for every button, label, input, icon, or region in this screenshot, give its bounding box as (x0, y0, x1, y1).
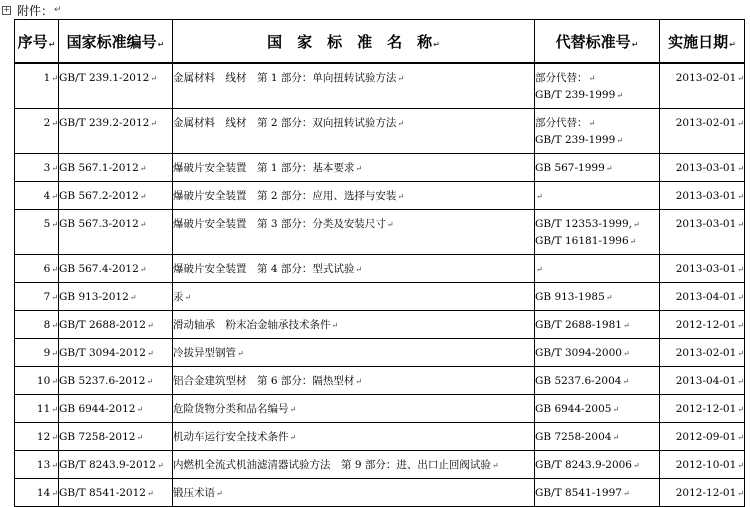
paragraph-mark-icon: ↵ (139, 220, 147, 229)
cell-date[interactable]: 2013-03-01↵ (660, 154, 745, 182)
paragraph-mark-icon: ↵ (51, 293, 58, 302)
paragraph-mark-icon: ↵ (737, 192, 744, 201)
paragraph-mark-icon: ↵ (737, 119, 744, 128)
cell-no[interactable]: 12↵ (15, 423, 59, 451)
table-row (15, 423, 745, 451)
cell-no[interactable]: 8↵ (15, 311, 59, 339)
paragraph-mark-icon: ↵ (139, 192, 147, 201)
paragraph-mark-icon: ↵ (139, 164, 147, 173)
cell-name[interactable]: 爆破片安全装置 第 4 部分：型式试验↵ (173, 255, 535, 283)
cell-code[interactable]: GB/T 8243.9-2012↵ (59, 451, 173, 479)
cell-replaced[interactable]: GB/T 3094-2000↵ (535, 339, 660, 367)
cell-date[interactable]: 2012-12-01↵ (660, 311, 745, 339)
table-move-handle-icon[interactable]: + (3, 5, 10, 14)
paragraph-mark-icon: ↵ (150, 119, 158, 128)
cell-replaced[interactable]: GB 7258-2004↵ (535, 423, 660, 451)
cell-no[interactable]: 6↵ (15, 255, 59, 283)
cell-name[interactable]: 汞↵ (173, 283, 535, 311)
paragraph-mark-icon: ↵ (146, 489, 154, 498)
paragraph-mark-icon: ↵ (616, 91, 623, 100)
table-row (15, 311, 745, 339)
header-no: 序号↵ (15, 20, 59, 64)
cell-name[interactable]: 滑动轴承 粉末冶金轴承技术条件↵ (173, 311, 535, 339)
paragraph-mark-icon: ↵ (355, 164, 363, 173)
cell-code[interactable]: GB/T 8541-2012↵ (59, 479, 173, 507)
paragraph-mark-icon: ↵ (397, 192, 405, 201)
paragraph-mark-icon: ↵ (237, 349, 244, 358)
cell-name[interactable]: 爆破片安全装置 第 1 部分：基本要求↵ (173, 154, 535, 182)
paragraph-mark-icon: ↵ (355, 265, 363, 274)
paragraph-mark-icon: ↵ (289, 433, 297, 442)
paragraph-mark-icon: ↵ (51, 461, 58, 470)
cell-no[interactable]: 9↵ (15, 339, 59, 367)
cell-no[interactable]: 11↵ (15, 395, 59, 423)
cell-replaced[interactable]: GB/T 8541-1997↵ (535, 479, 660, 507)
table-row (15, 339, 745, 367)
cell-date[interactable]: 2013-04-01↵ (660, 367, 745, 395)
cell-code[interactable]: GB/T 3094-2012↵ (59, 339, 173, 367)
table-header-row (15, 20, 745, 64)
cell-code[interactable]: GB/T 239.1-2012↵ (59, 63, 173, 109)
paragraph-mark-icon: ↵ (737, 265, 744, 274)
paragraph-mark-icon: ↵ (633, 220, 640, 229)
cell-code[interactable]: GB 6944-2012↵ (59, 395, 173, 423)
table-row (15, 283, 745, 311)
paragraph-mark-icon: ↵ (536, 265, 543, 274)
paragraph-mark-icon: ↵ (289, 405, 297, 414)
cell-replaced[interactable]: GB/T 12353-1999,↵ GB/T 16181-1996↵ (535, 210, 660, 255)
cell-name[interactable]: 冷拔异型钢管↵ (173, 339, 535, 367)
cell-replaced[interactable]: GB 5237.6-2004↵ (535, 367, 660, 395)
cell-name[interactable]: 金属材料 线材 第 2 部分：双向扭转试验方法↵ (173, 109, 535, 154)
paragraph-mark-icon: ↵ (51, 377, 58, 386)
paragraph-mark-icon: ↵ (737, 349, 744, 358)
table-row (15, 63, 745, 109)
paragraph-mark-icon: ↵ (737, 293, 744, 302)
paragraph-mark-icon: ↵ (146, 377, 154, 386)
document-header (2, 1, 62, 19)
paragraph-mark-icon: ↵ (51, 74, 58, 83)
cell-name[interactable]: 机动车运行安全技术条件↵ (173, 423, 535, 451)
paragraph-mark-icon: ↵ (386, 220, 394, 229)
cell-date[interactable]: 2013-03-01↵ (660, 210, 745, 255)
paragraph-mark-icon: ↵ (737, 489, 744, 498)
paragraph-mark-icon: ↵ (129, 293, 137, 302)
table-row (15, 182, 745, 210)
cell-name[interactable]: 铝合金建筑型材 第 6 部分：隔热型材↵ (173, 367, 535, 395)
header-replaced: 代替标准号↵ (535, 20, 660, 64)
paragraph-mark-icon: ↵ (588, 119, 596, 128)
table-row (15, 154, 745, 182)
cell-date[interactable]: 2012-12-01↵ (660, 395, 745, 423)
paragraph-mark-icon: ↵ (51, 164, 58, 173)
paragraph-mark-icon: ↵ (491, 461, 499, 470)
cell-code[interactable]: GB 567.1-2012↵ (59, 154, 173, 182)
paragraph-mark-icon: ↵ (397, 119, 405, 128)
paragraph-mark-icon: ↵ (588, 74, 596, 83)
table-row (15, 210, 745, 255)
cell-replaced[interactable]: GB 567-1999↵ (535, 154, 660, 182)
cell-code[interactable]: GB 567.3-2012↵ (59, 210, 173, 255)
paragraph-mark-icon: ↵ (51, 433, 58, 442)
paragraph-mark-icon: ↵ (737, 433, 744, 442)
paragraph-mark-icon: ↵ (633, 461, 640, 470)
cell-date[interactable]: 2013-02-01↵ (660, 339, 745, 367)
cell-code[interactable]: GB 567.4-2012↵ (59, 255, 173, 283)
paragraph-mark-icon: ↵ (51, 220, 58, 229)
cell-name[interactable]: 金属材料 线材 第 1 部分：单向扭转试验方法↵ (173, 63, 535, 109)
cell-no[interactable]: 2↵ (15, 109, 59, 154)
cell-no[interactable]: 3↵ (15, 154, 59, 182)
table-row (15, 451, 745, 479)
cell-name[interactable]: 锻压术语↵ (173, 479, 535, 507)
paragraph-mark-icon: ↵ (737, 220, 744, 229)
cell-replaced[interactable]: 部分代替：↵ GB/T 239-1999↵ (535, 63, 660, 109)
paragraph-mark-icon: ↵ (737, 461, 744, 470)
cell-replaced[interactable]: GB 913-1985↵ (535, 283, 660, 311)
table-row (15, 109, 745, 154)
paragraph-mark-icon: ↵ (136, 405, 144, 414)
paragraph-mark-icon: ↵ (150, 74, 158, 83)
cell-name[interactable]: 爆破片安全装置 第 2 部分：应用、选择与安装↵ (173, 182, 535, 210)
attachment-label: 附件： (17, 3, 54, 18)
cell-replaced[interactable] (535, 182, 660, 210)
paragraph-mark-icon: ↵ (136, 433, 144, 442)
cell-date[interactable]: 2012-12-01↵ (660, 479, 745, 507)
cell-date[interactable]: 2012-09-01↵ (660, 423, 745, 451)
cell-date[interactable]: 2013-04-01↵ (660, 283, 745, 311)
standards-table (14, 19, 745, 507)
cell-code[interactable]: GB/T 239.2-2012↵ (59, 109, 173, 154)
paragraph-mark-icon: ↵ (51, 192, 58, 201)
cell-no[interactable]: 14↵ (15, 479, 59, 507)
cell-date[interactable]: 2013-02-01↵ (660, 63, 745, 109)
paragraph-mark-icon: ↵ (146, 321, 154, 330)
cell-replaced[interactable]: 部分代替：↵ GB/T 239-1999↵ (535, 109, 660, 154)
cell-code[interactable]: GB 7258-2012↵ (59, 423, 173, 451)
cell-no[interactable]: 1↵ (15, 63, 59, 109)
cell-no[interactable]: 4↵ (15, 182, 59, 210)
paragraph-mark-icon: ↵ (737, 377, 744, 386)
header-name: 国 家 标 准 名 称↵ (173, 20, 535, 64)
cell-replaced[interactable]: GB/T 8243.9-2006↵ (535, 451, 660, 479)
cell-replaced[interactable] (535, 255, 660, 283)
cell-code[interactable]: GB 913-2012↵ (59, 283, 173, 311)
table-row (15, 395, 745, 423)
paragraph-mark-icon: ↵ (622, 349, 630, 358)
cell-code[interactable]: GB 567.2-2012↵ (59, 182, 173, 210)
cell-code[interactable]: GB 5237.6-2012↵ (59, 367, 173, 395)
paragraph-mark-icon: ↵ (616, 136, 623, 145)
table-row (15, 479, 745, 507)
cell-code[interactable]: GB/T 2688-2012↵ (59, 311, 173, 339)
paragraph-mark-icon: ↵ (51, 349, 58, 358)
paragraph-mark-icon: ↵ (184, 293, 192, 302)
cell-date[interactable]: 2013-02-01↵ (660, 109, 745, 154)
paragraph-mark-icon: ↵ (737, 321, 744, 330)
cell-no[interactable]: 7↵ (15, 283, 59, 311)
cell-name[interactable]: 危险货物分类和品名编号↵ (173, 395, 535, 423)
paragraph-mark-icon: ↵ (629, 237, 637, 246)
cell-name[interactable]: 爆破片安全装置 第 3 部分：分类及安装尺寸↵ (173, 210, 535, 255)
paragraph-mark-icon: ↵ (216, 489, 223, 498)
paragraph-mark-icon: ↵ (146, 349, 154, 358)
paragraph-mark-icon: ↵ (622, 377, 630, 386)
paragraph-mark-icon: ↵ (331, 321, 339, 330)
paragraph-mark-icon: ↵ (397, 74, 405, 83)
paragraph-mark-icon: ↵ (51, 265, 58, 274)
paragraph-mark-icon: ↵ (605, 164, 613, 173)
paragraph-mark-icon: ↵ (54, 5, 62, 15)
cell-replaced[interactable]: GB 6944-2005↵ (535, 395, 660, 423)
paragraph-mark-icon: ↵ (612, 405, 620, 414)
paragraph-mark-icon: ↵ (355, 377, 363, 386)
paragraph-mark-icon: ↵ (605, 293, 613, 302)
paragraph-mark-icon: ↵ (737, 74, 744, 83)
cell-no[interactable]: 5↵ (15, 210, 59, 255)
paragraph-mark-icon: ↵ (737, 405, 744, 414)
cell-date[interactable]: 2013-03-01↵ (660, 255, 745, 283)
table-row (15, 367, 745, 395)
paragraph-mark-icon: ↵ (157, 461, 164, 470)
paragraph-mark-icon: ↵ (622, 321, 630, 330)
paragraph-mark-icon: ↵ (737, 164, 744, 173)
table-row (15, 255, 745, 283)
header-date: 实施日期↵ (660, 20, 745, 64)
cell-no[interactable]: 10↵ (15, 367, 59, 395)
paragraph-mark-icon: ↵ (51, 489, 58, 498)
cell-no[interactable]: 13↵ (15, 451, 59, 479)
paragraph-mark-icon: ↵ (612, 433, 620, 442)
cell-replaced[interactable]: GB/T 2688-1981↵ (535, 311, 660, 339)
paragraph-mark-icon: ↵ (622, 489, 630, 498)
cell-date[interactable]: 2013-03-01↵ (660, 182, 745, 210)
paragraph-mark-icon: ↵ (536, 192, 543, 201)
paragraph-mark-icon: ↵ (51, 321, 58, 330)
paragraph-mark-icon: ↵ (51, 405, 58, 414)
header-code: 国家标准编号↵ (59, 20, 173, 64)
cell-date[interactable]: 2012-10-01↵ (660, 451, 745, 479)
paragraph-mark-icon: ↵ (139, 265, 147, 274)
paragraph-mark-icon: ↵ (51, 119, 58, 128)
cell-name[interactable]: 内燃机全流式机油滤清器试验方法 第 9 部分：进、出口止回阀试验↵ (173, 451, 535, 479)
